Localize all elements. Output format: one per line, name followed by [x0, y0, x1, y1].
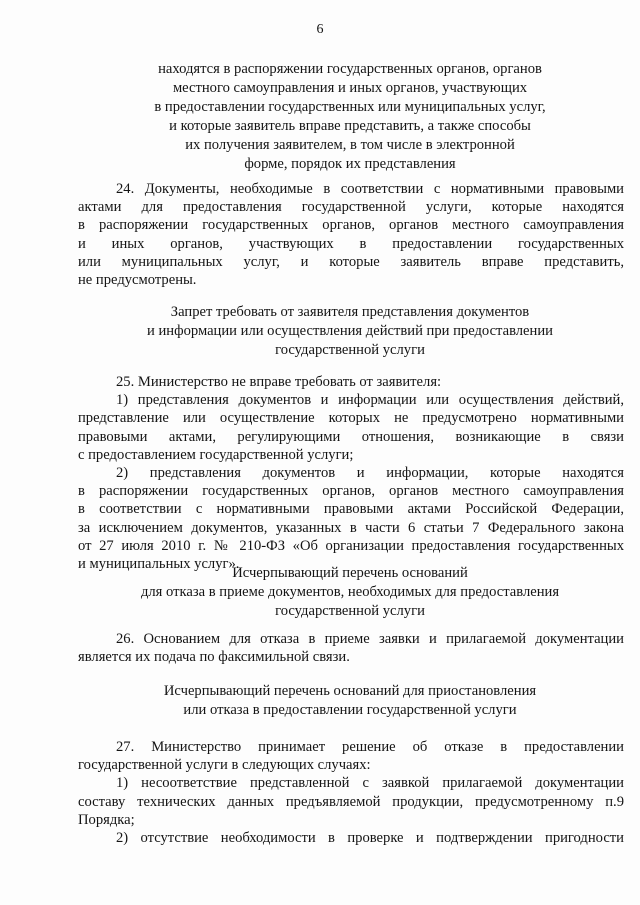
- text-line: в соответствии с нормативными правовыми актами Российской Федерации,: [78, 501, 624, 518]
- text-line: за исключением документов, указанных в части 6 статьи 7 Федерального закона: [78, 519, 624, 536]
- paragraph-25: [78, 373, 624, 573]
- heading-line: и информации или осуществления действий при предоставлении: [147, 323, 553, 339]
- section-heading-prohibition: [60, 303, 640, 360]
- text-line: 25. Министерство не вправе требовать от заявителя:: [116, 374, 442, 390]
- text-line: 24. Документы, необходимые в соответствии с нормативными правовыми: [116, 181, 624, 197]
- text-line: и иных органов, участвующих в предоставлении государственных: [78, 235, 624, 252]
- text-line: составу технических данных предъявляемой продукции, предусмотренному п.9: [78, 793, 624, 810]
- heading-line: для отказа в приеме документов, необходимых для предоставления: [140, 584, 560, 600]
- text-line: 1) несоответствие представленной с заявкой прилагаемой документации: [116, 775, 624, 792]
- heading-line: государственной услуги: [275, 603, 425, 619]
- text-line: 27. Министерство принимает решение об отказе в предоставлении: [116, 739, 624, 755]
- text-line: 26. Основанием для отказа в приеме заявки и прилагаемой документации: [116, 631, 624, 647]
- heading-line: Запрет требовать от заявителя представления документов: [170, 304, 530, 320]
- heading-line: или отказа в предоставлении государственной услуги: [183, 702, 517, 718]
- heading-line: государственной услуги: [275, 342, 425, 358]
- section-heading-refusal-to-accept: [60, 564, 640, 621]
- text-line: 2) отсутствие необходимости в проверке и подтверждении пригодности: [116, 830, 624, 847]
- heading-line: в предоставлении государственных или муниципальных услуг,: [154, 99, 546, 115]
- text-line: Порядка;: [78, 811, 135, 828]
- text-line: от 27 июля 2010 г. № 210-ФЗ «Об организации предоставления государственных: [78, 537, 624, 554]
- heading-line: Исчерпывающий перечень оснований: [232, 565, 468, 581]
- section-heading-documents-in-possession: [60, 60, 640, 174]
- heading-line: местного самоуправления и иных органов, участвующих: [172, 80, 528, 96]
- text-line: государственной услуги в следующих случаях:: [78, 757, 371, 774]
- text-line: в распоряжении государственных органов, органов местного самоуправления: [78, 483, 624, 500]
- text-line: в распоряжении государственных органов, органов местного самоуправления: [78, 217, 624, 234]
- paragraph-26: [78, 630, 624, 666]
- paragraph-24: [78, 180, 624, 289]
- text-line: представление или осуществление которых не предусмотрено нормативными: [78, 410, 624, 427]
- heading-line: их получения заявителем, в том числе в электронной: [185, 137, 515, 153]
- text-line: или муниципальных услуг, и которые заявитель вправе представить,: [78, 253, 624, 270]
- heading-line: Исчерпывающий перечень оснований для приостановления: [163, 683, 537, 699]
- page-number: 6: [316, 22, 324, 37]
- section-heading-suspension-refusal: [60, 682, 640, 720]
- text-line: актами для предоставления государственной услуги, которые находятся: [78, 199, 624, 216]
- heading-line: находятся в распоряжении государственных органов, органов: [158, 61, 542, 77]
- text-line: с предоставлением государственной услуги;: [78, 446, 354, 463]
- text-line: является их подача по факсимильной связи.: [78, 649, 350, 666]
- heading-line: форме, порядок их представления: [244, 156, 456, 172]
- text-line: не предусмотрены.: [78, 272, 197, 289]
- text-line: и муниципальных услуг».: [78, 556, 240, 573]
- text-line: 1) представления документов и информации или осуществления действий,: [116, 392, 624, 409]
- heading-line: и которые заявитель вправе представить, а также способы: [169, 118, 531, 134]
- text-line: правовыми актами, регулирующими отношения, возникающие в связи: [78, 428, 624, 445]
- text-line: 2) представления документов и информации, которые находятся: [116, 465, 624, 482]
- paragraph-27: [78, 738, 624, 847]
